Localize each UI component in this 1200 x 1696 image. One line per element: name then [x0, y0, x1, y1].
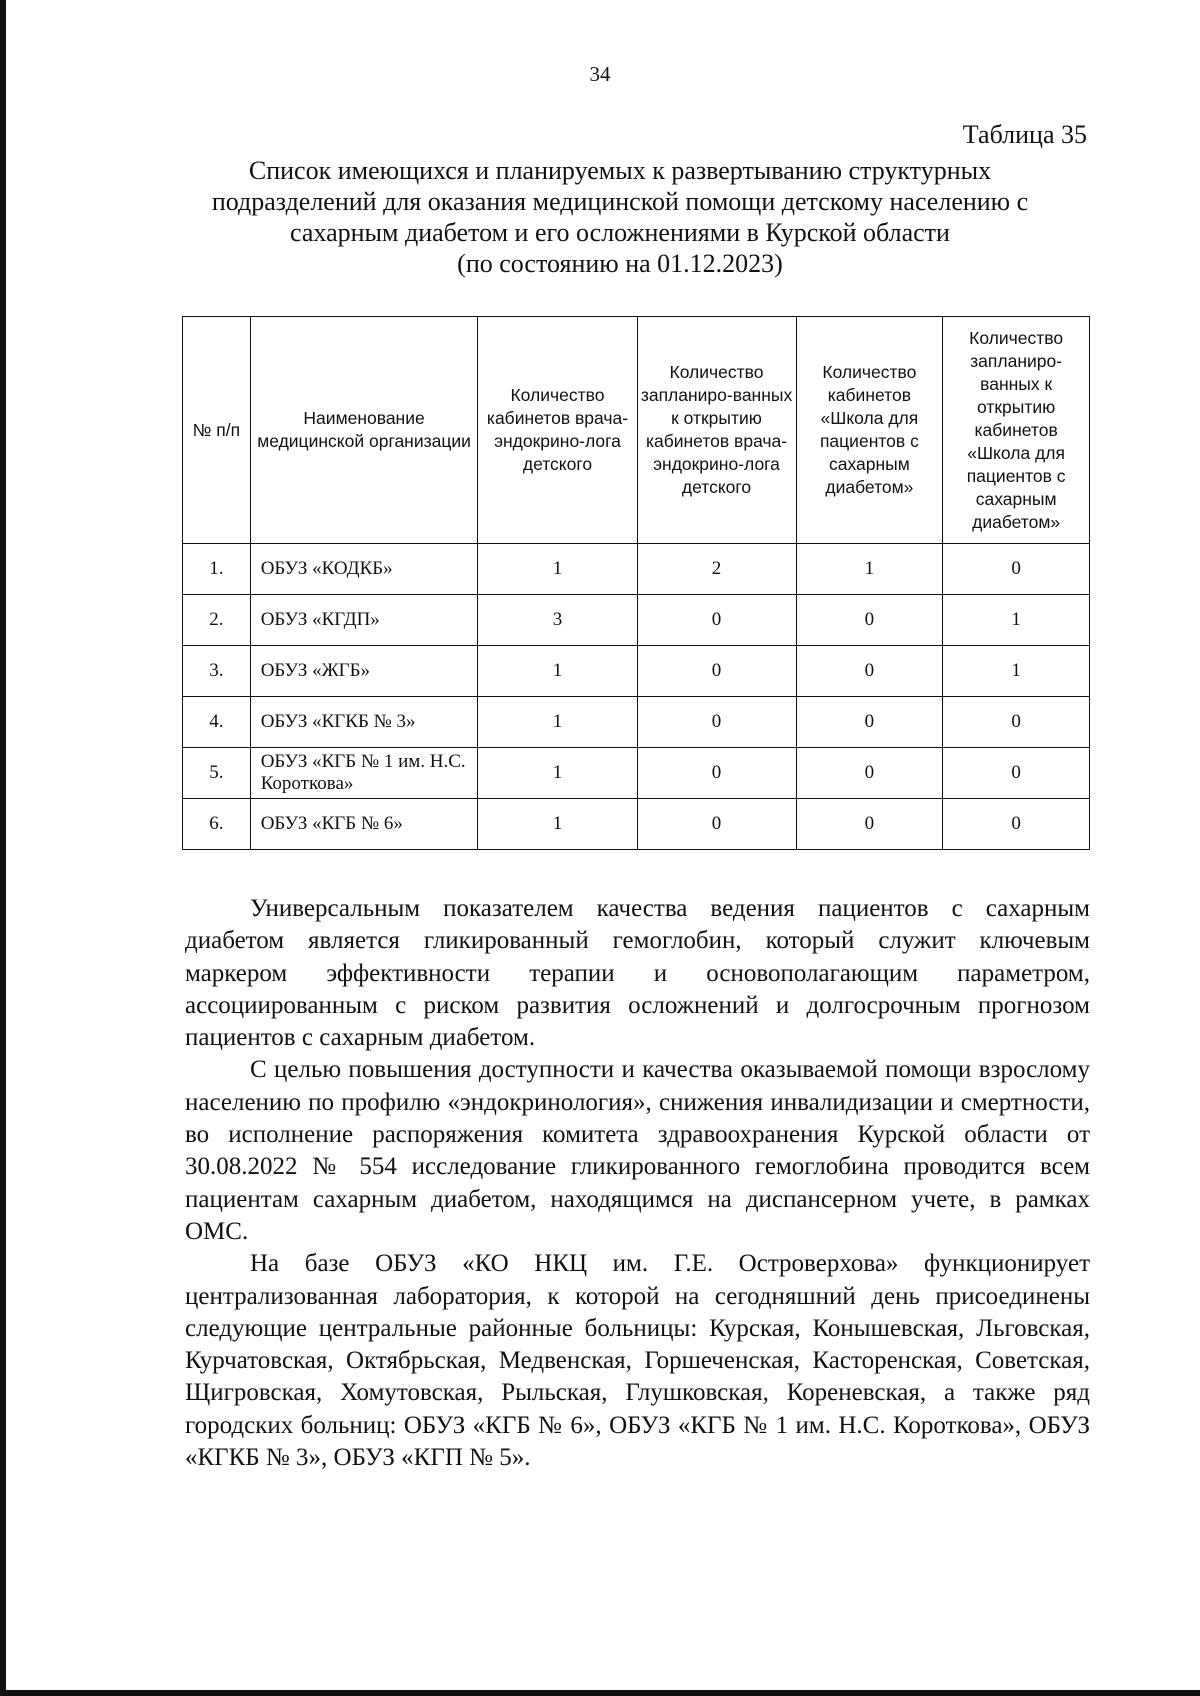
caption-line: сахарным диабетом и его осложнениями в Курской области	[290, 218, 950, 247]
cell-value: 0	[796, 646, 943, 697]
table-row	[183, 595, 1090, 646]
body-text	[185, 893, 1090, 1474]
cell-organization: ОБУЗ «КГДП»	[250, 595, 478, 646]
cell-value: 1	[796, 544, 943, 595]
cell-value: 0	[943, 697, 1090, 748]
cell-value: 1	[478, 748, 637, 799]
cell-value: 1	[478, 646, 637, 697]
cell-value: 1	[478, 799, 637, 850]
cell-value: 1	[478, 697, 637, 748]
paragraph: Универсальным показателем качества ведения пациентов с сахарным диабетом является гликированный гемоглобин, который служит ключевым маркером эффективности терапии и основополагающим параметром, ассоциированным с риском развития осложнений и долгосрочным прогнозом пациентов с сахарным диабетом.	[185, 895, 1090, 1052]
cell-organization: ОБУЗ «КГБ № 6»	[250, 799, 478, 850]
structural-units-table	[182, 316, 1090, 850]
caption-line: Список имеющихся и планируемых к развертыванию структурных	[248, 156, 992, 185]
paragraph: С целью повышения доступности и качества оказываемой помощи взрослому населению по профилю «эндокринология», снижения инвалидизации и смертности, во исполнение распоряжения комитета здравоохранения Курской области от 30.08.2022 № 554 исследование гликированного гемоглобина проводится всем пациентам сахарным диабетом, находящимся на диспансерном учете, в рамках ОМС.	[185, 1056, 1090, 1245]
table-row	[183, 646, 1090, 697]
header-planned-diabetes-school-offices: Количество запланиро-ванных к открытию кабинетов «Школа для пациентов с сахарным диабетом»	[943, 317, 1090, 544]
table-label: Таблица 35	[962, 120, 1087, 149]
cell-value: 0	[637, 697, 796, 748]
cell-value: 1	[478, 544, 637, 595]
caption-line: подразделений для оказания медицинской помощи детскому населению с	[211, 187, 1029, 216]
cell-value: 0	[796, 595, 943, 646]
cell-number: 4.	[183, 697, 251, 748]
cell-value: 1	[943, 646, 1090, 697]
table-row	[183, 748, 1090, 799]
header-planned-endocrinologist-offices: Количество запланиро-ванных к открытию кабинетов врача-эндокрино-лога детского	[637, 317, 796, 544]
cell-value: 0	[796, 697, 943, 748]
cell-organization: ОБУЗ «КГКБ № 3»	[250, 697, 478, 748]
page-number: 34	[589, 62, 611, 86]
table-header-row	[183, 317, 1090, 544]
cell-number: 2.	[183, 595, 251, 646]
table-row	[183, 544, 1090, 595]
cell-value: 3	[478, 595, 637, 646]
table-caption	[170, 155, 1070, 279]
cell-value: 0	[637, 799, 796, 850]
scan-border-left	[0, 0, 6, 1696]
header-number: № п/п	[183, 317, 251, 544]
cell-organization: ОБУЗ «КОДКБ»	[250, 544, 478, 595]
header-endocrinologist-offices: Количество кабинетов врача-эндокрино-лога детского	[478, 317, 637, 544]
cell-value: 0	[943, 799, 1090, 850]
cell-value: 0	[943, 748, 1090, 799]
cell-value: 0	[637, 646, 796, 697]
table-row	[183, 799, 1090, 850]
scan-border-bottom	[0, 1690, 1200, 1696]
cell-value: 1	[943, 595, 1090, 646]
cell-number: 3.	[183, 646, 251, 697]
header-organization: Наименование медицинской организации	[250, 317, 478, 544]
table-row	[183, 697, 1090, 748]
cell-value: 0	[943, 544, 1090, 595]
paragraph: На базе ОБУЗ «КО НКЦ им. Г.Е. Островерхова» функционирует централизованная лаборатория, к которой на сегодняшний день присоединены следующие центральные районные больницы: Курская, Конышевская, Льговская, Курчатовская, Октябрьская, Медвенская, Горшеченская, Касторенская, Советская, Щигровская, Хомутовская, Рыльская, Глушковская, Кореневская, а также ряд городских больниц: ОБУЗ «КГБ № 6», ОБУЗ «КГБ № 1 им. Н.С. Короткова», ОБУЗ «КГКБ № 3», ОБУЗ «КГП № 5».	[185, 1250, 1090, 1472]
cell-value: 0	[637, 748, 796, 799]
cell-value: 0	[796, 748, 943, 799]
cell-value: 0	[637, 595, 796, 646]
cell-number: 1.	[183, 544, 251, 595]
cell-value: 2	[637, 544, 796, 595]
cell-value: 0	[796, 799, 943, 850]
cell-organization: ОБУЗ «ЖГБ»	[250, 646, 478, 697]
caption-line: (по состоянию на 01.12.2023)	[457, 249, 783, 278]
header-diabetes-school-offices: Количество кабинетов «Школа для пациентов с сахарным диабетом»	[796, 317, 943, 544]
cell-number: 5.	[183, 748, 251, 799]
cell-number: 6.	[183, 799, 251, 850]
cell-organization: ОБУЗ «КГБ № 1 им. Н.С. Короткова»	[250, 748, 478, 799]
